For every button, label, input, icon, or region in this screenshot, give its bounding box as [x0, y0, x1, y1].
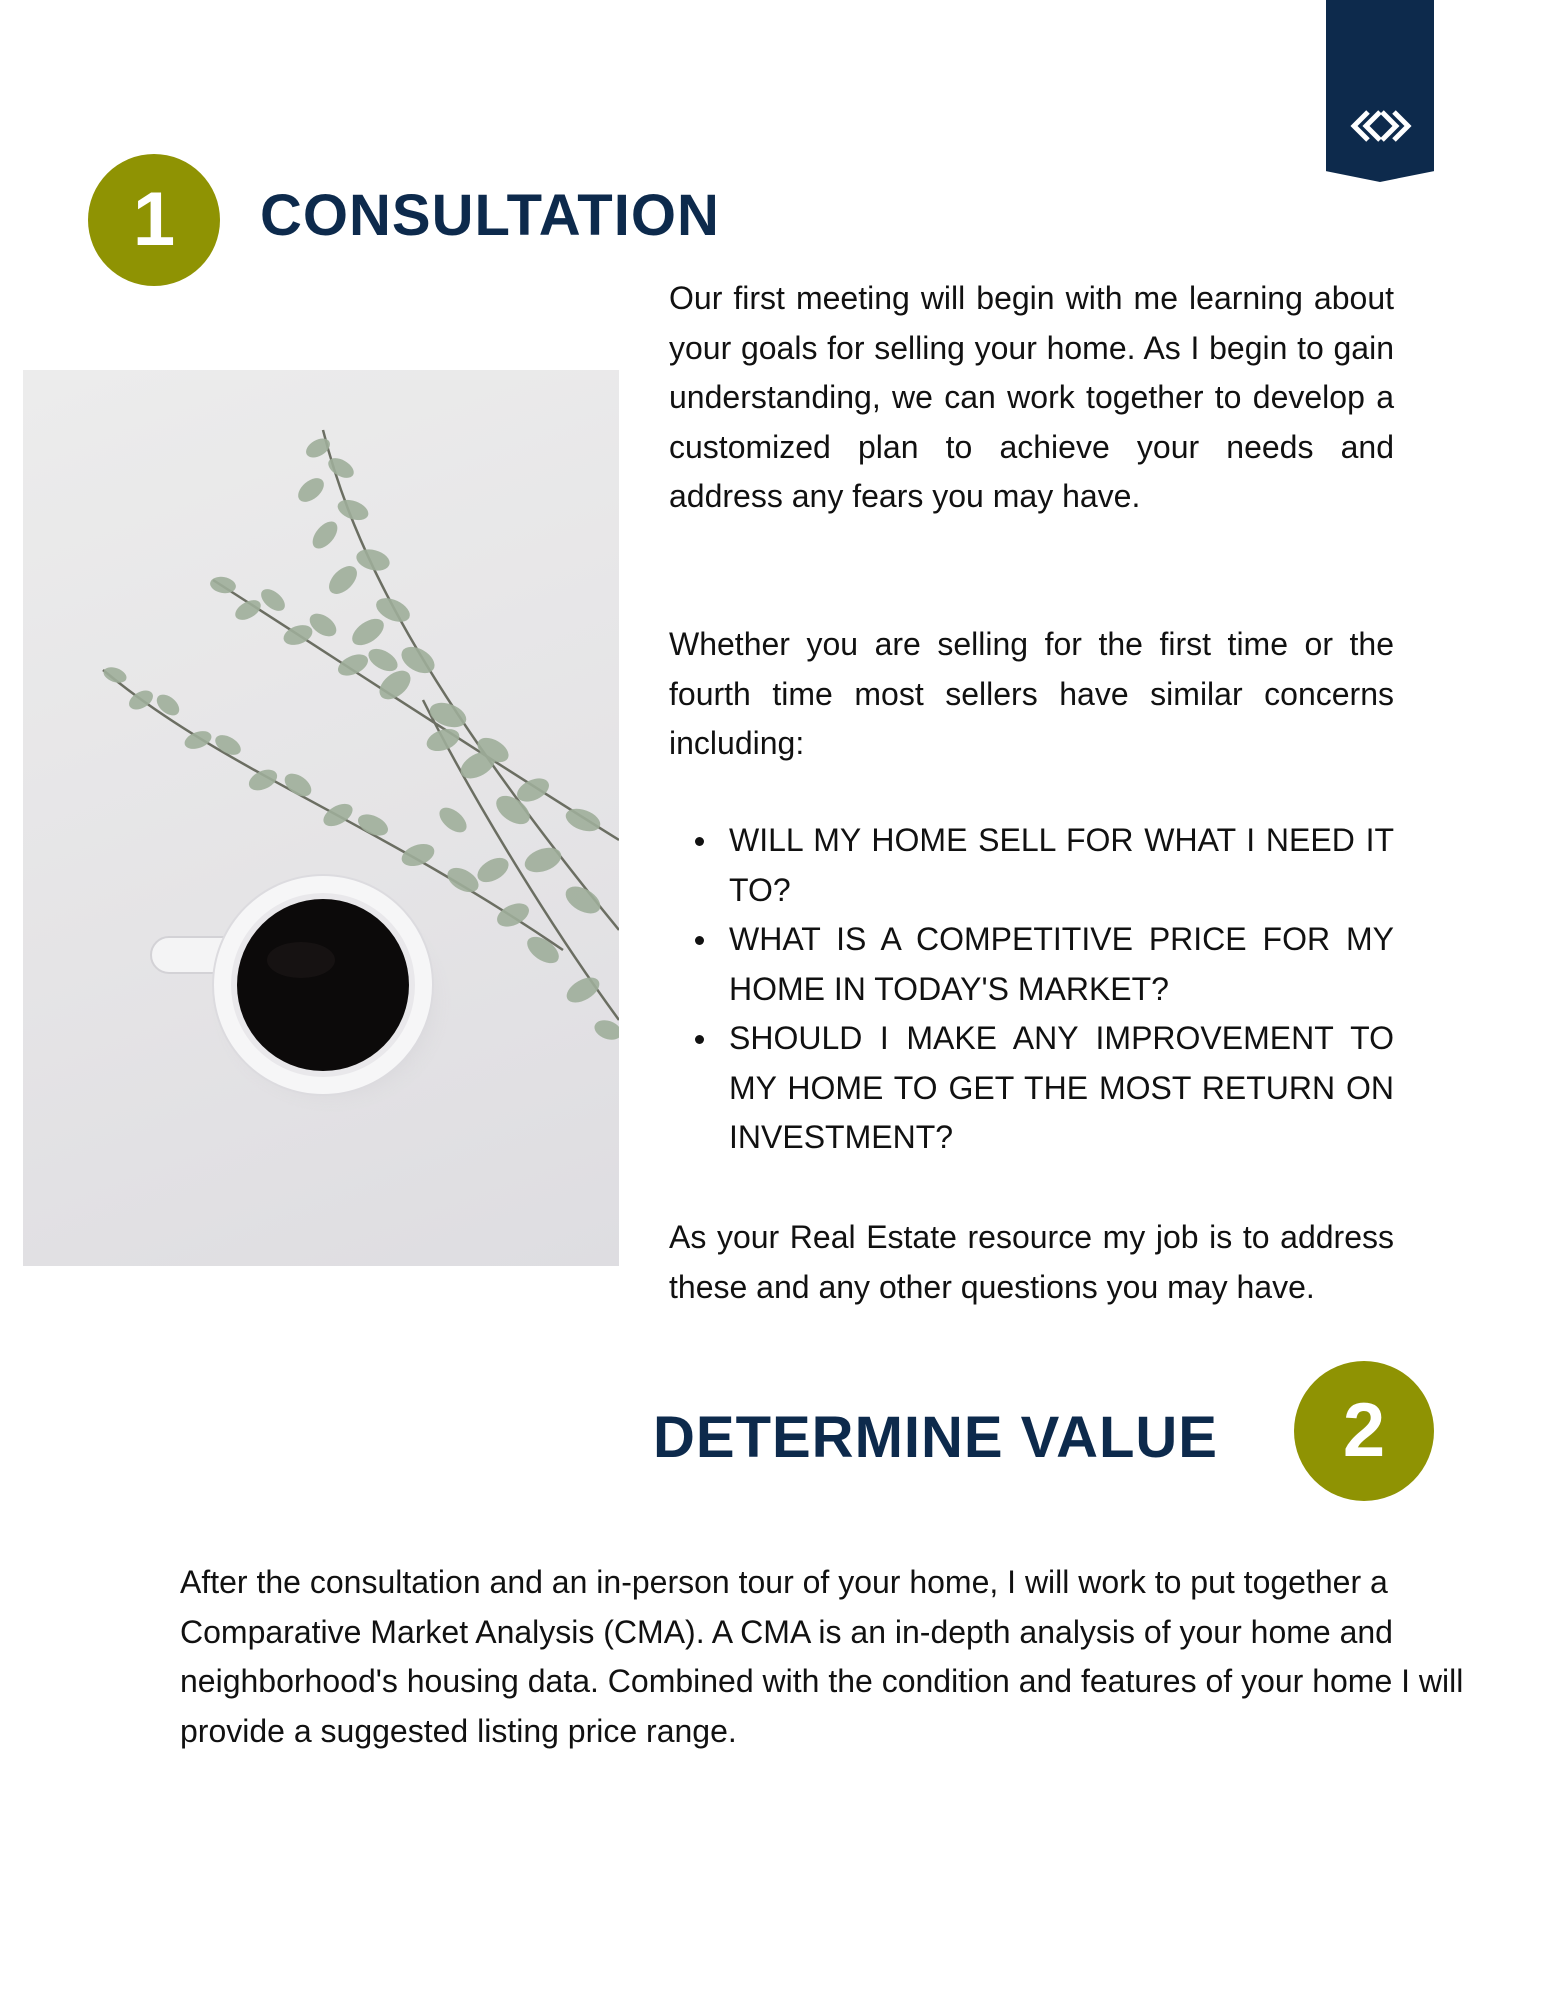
- windermere-chevron-logo-icon: [1350, 106, 1412, 146]
- coffee-eucalyptus-photo: [23, 370, 619, 1266]
- coffee-cup-illustration: [23, 370, 619, 1266]
- step-number-badge: 2: [1294, 1361, 1434, 1501]
- step-number-badge: 1: [88, 154, 220, 286]
- brand-bookmark: [1326, 0, 1434, 182]
- list-item: WILL MY HOME SELL FOR WHAT I NEED IT TO?: [669, 816, 1394, 915]
- consultation-paragraph-1: Our first meeting will begin with me learning about your goals for selling your home. As I begin to gain understanding, we can work together to develop a customized plan to achieve your needs and address any fears you may have.: [669, 280, 1394, 514]
- section-title-consultation: CONSULTATION: [260, 183, 720, 248]
- consultation-paragraph-3: As your Real Estate resource my job is to address these and any other questions you may have.: [669, 1219, 1394, 1305]
- list-item: WHAT IS A COMPETITIVE PRICE FOR MY HOME IN TODAY'S MARKET?: [669, 915, 1394, 1014]
- concerns-list: [669, 816, 1394, 1163]
- determine-value-paragraph: After the consultation and an in-person tour of your home, I will work to put together a Comparative Market Analysis (CMA). A CMA is an in-depth analysis of your home and neighborhood's housing data. Combined with the condition and features of your home I will provide a suggested listing price range.: [180, 1564, 1464, 1749]
- list-item: SHOULD I MAKE ANY IMPROVEMENT TO MY HOME TO GET THE MOST RETURN ON INVESTMENT?: [669, 1014, 1394, 1163]
- section-title-determine-value: DETERMINE VALUE: [653, 1405, 1218, 1470]
- consultation-paragraph-2: Whether you are selling for the first time or the fourth time most sellers have similar concerns including:: [669, 626, 1394, 761]
